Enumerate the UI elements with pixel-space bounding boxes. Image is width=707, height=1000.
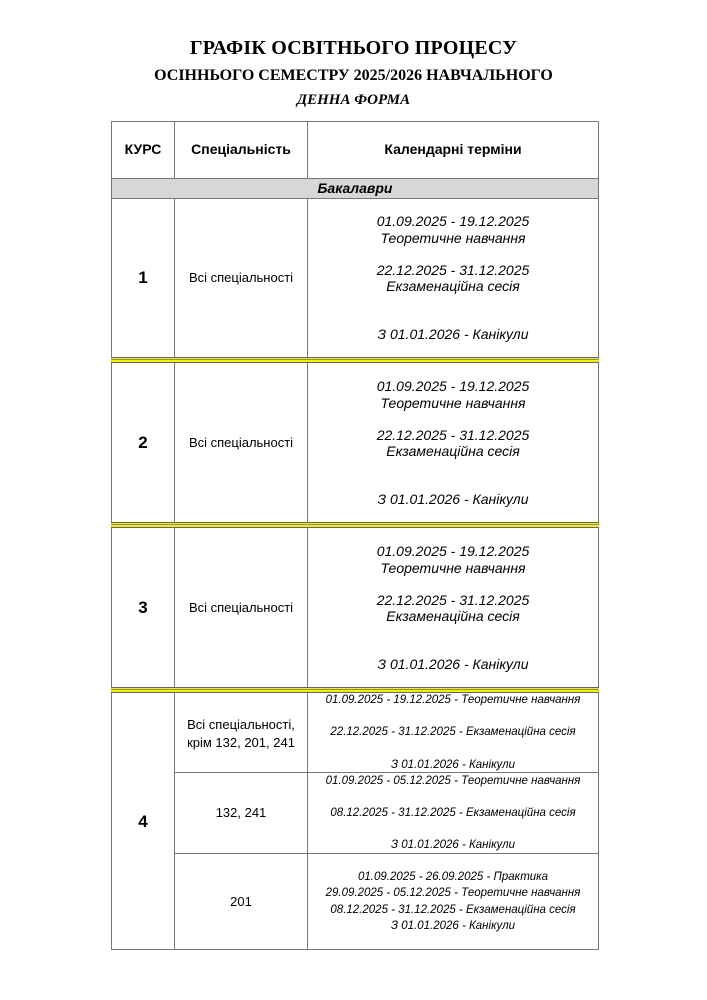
- course-number: 1: [138, 268, 148, 287]
- specialty-cell: Всі спеціальності: [188, 270, 294, 285]
- schedule-line: З 01.01.2026 - Канікули: [390, 759, 516, 771]
- theory-label: Теоретичне навчання: [380, 395, 526, 411]
- section-bachelors: Бакалаври: [112, 179, 598, 198]
- course-number: 3: [138, 598, 148, 617]
- header-specialty: Спеціальність: [191, 141, 291, 157]
- schedule-line: 08.12.2025 - 31.12.2025 - Екзаменаційна сесія: [330, 807, 576, 819]
- exam-label: Екзаменаційна сесія: [386, 278, 520, 294]
- theory-dates: 01.09.2025 - 19.12.2025: [376, 378, 530, 394]
- header-course: КУРС: [124, 141, 162, 157]
- holidays: З 01.01.2026 - Канікули: [377, 491, 529, 507]
- study-form: ДЕННА ФОРМА: [296, 92, 411, 108]
- header-dates: Календарні терміни: [384, 141, 522, 157]
- exam-label: Екзаменаційна сесія: [386, 608, 520, 624]
- theory-dates: 01.09.2025 - 19.12.2025: [376, 213, 530, 229]
- exam-dates: 22.12.2025 - 31.12.2025: [376, 427, 530, 443]
- exam-label: Екзаменаційна сесія: [386, 443, 520, 459]
- row-separator: [111, 522, 599, 528]
- specialty-cell: Всі спеціальності: [188, 600, 294, 615]
- schedule-line: 08.12.2025 - 31.12.2025 - Екзаменаційна сесія: [330, 904, 576, 916]
- theory-label: Теоретичне навчання: [380, 230, 526, 246]
- schedule-line: 01.09.2025 - 05.12.2025 - Теоретичне навчання: [325, 775, 581, 787]
- schedule-line: 22.12.2025 - 31.12.2025 - Екзаменаційна сесія: [330, 726, 576, 738]
- holidays: З 01.01.2026 - Канікули: [377, 656, 529, 672]
- specialty-cell: 132, 241: [215, 805, 267, 820]
- course-number: 4: [138, 812, 148, 831]
- exam-dates: 22.12.2025 - 31.12.2025: [376, 592, 530, 608]
- schedule-line: 29.09.2025 - 05.12.2025 - Теоретичне навчання: [325, 887, 581, 899]
- schedule-line: 01.09.2025 - 19.12.2025 - Теоретичне навчання: [325, 694, 581, 706]
- schedule-line: З 01.01.2026 - Канікули: [390, 920, 516, 932]
- row-separator: [111, 357, 599, 363]
- theory-label: Теоретичне навчання: [380, 560, 526, 576]
- schedule-line: 01.09.2025 - 26.09.2025 - Практика: [357, 871, 549, 883]
- specialty-cell: крім 132, 201, 241: [187, 735, 295, 750]
- specialty-cell: Всі спеціальності: [188, 435, 294, 450]
- document-subtitle: ОСІННЬОГО СЕМЕСТРУ 2025/2026 НАВЧАЛЬНОГО: [154, 67, 553, 84]
- schedule-line: З 01.01.2026 - Канікули: [390, 839, 516, 851]
- holidays: З 01.01.2026 - Канікули: [377, 326, 529, 342]
- exam-dates: 22.12.2025 - 31.12.2025: [376, 262, 530, 278]
- theory-dates: 01.09.2025 - 19.12.2025: [376, 543, 530, 559]
- course-number: 2: [138, 433, 148, 452]
- specialty-cell: Всі спеціальності,: [187, 717, 295, 732]
- document-title: ГРАФІК ОСВІТНЬОГО ПРОЦЕСУ: [189, 37, 518, 59]
- specialty-cell: 201: [230, 894, 252, 909]
